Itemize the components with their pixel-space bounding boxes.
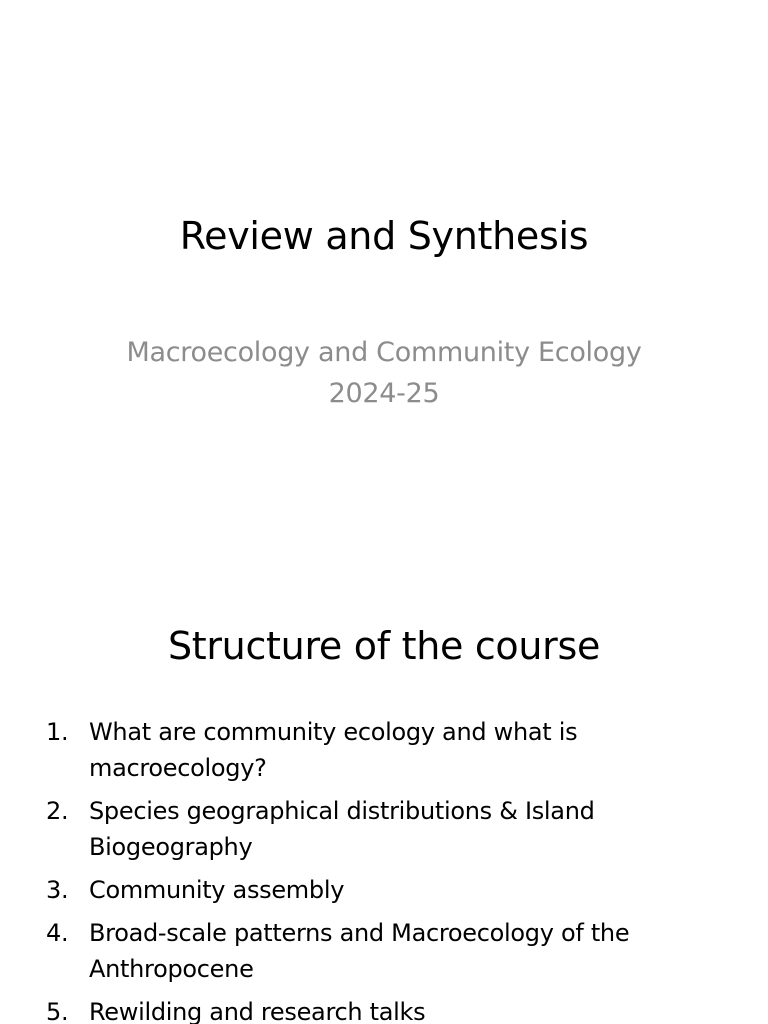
- list-item-number: 5.: [46, 998, 69, 1024]
- list-item-text: Species geographical distributions & Island Biogeography: [89, 797, 595, 861]
- slide-subtitle: [0, 332, 768, 414]
- list-item-number: 2.: [46, 797, 69, 825]
- list-item-text: Community assembly: [89, 876, 345, 904]
- list-item-text: Rewilding and research talks: [89, 998, 426, 1024]
- list-item: [40, 872, 740, 908]
- subtitle-line-course: Macroecology and Community Ecology: [126, 337, 642, 368]
- list-item: [40, 714, 740, 786]
- list-item: [40, 915, 740, 987]
- structure-title: Structure of the course: [167, 624, 601, 668]
- course-structure-list: [40, 714, 740, 1024]
- list-item: [40, 994, 740, 1024]
- slide-title: Review and Synthesis: [179, 214, 589, 258]
- list-item-number: 1.: [46, 718, 69, 746]
- list-item-text: Broad-scale patterns and Macroecology of the Anthropocene: [89, 919, 630, 983]
- list-item-text: What are community ecology and what is macroecology?: [89, 718, 578, 782]
- list-item: [40, 793, 740, 865]
- list-item-number: 3.: [46, 876, 69, 904]
- list-item-number: 4.: [46, 919, 69, 947]
- structure-slide: [0, 576, 768, 1024]
- subtitle-line-year: 2024-25: [328, 378, 440, 409]
